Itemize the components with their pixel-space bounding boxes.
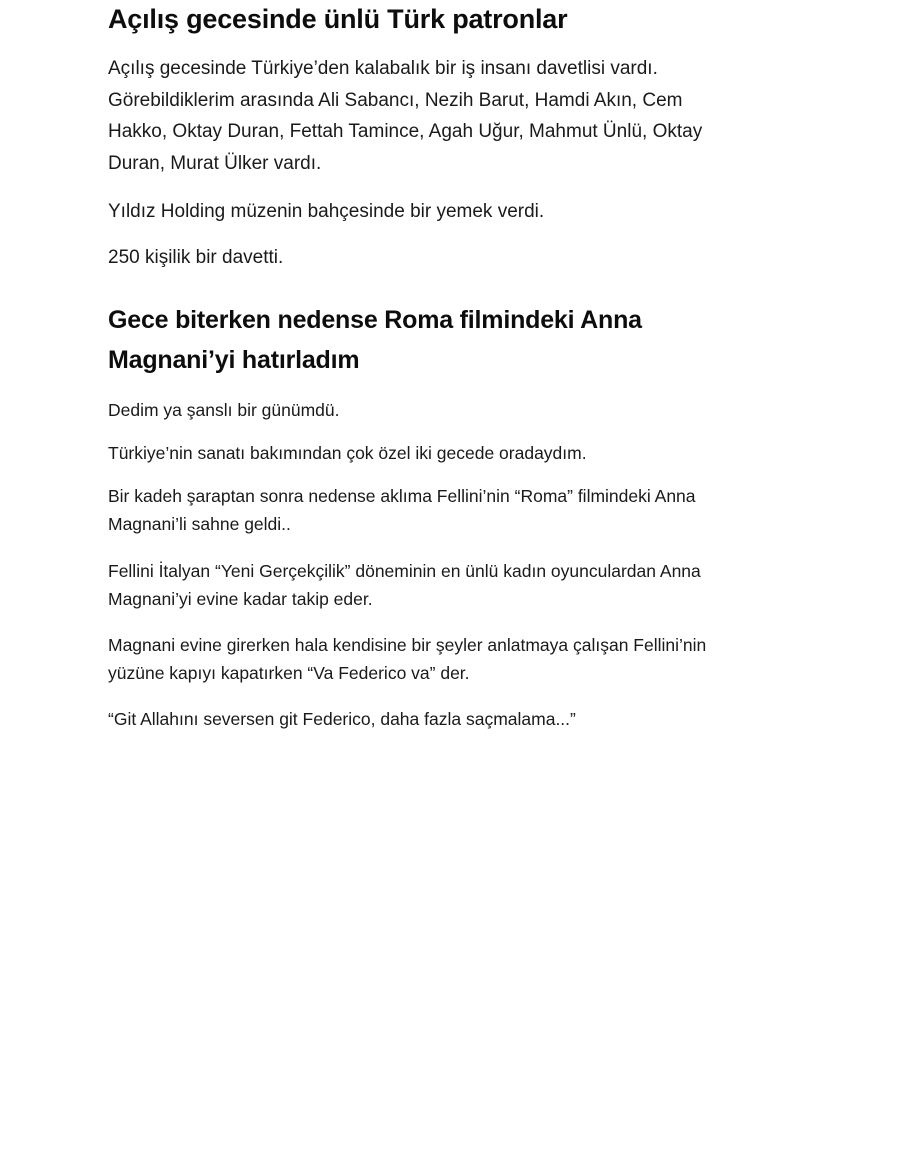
paragraph-guests: Açılış gecesinde Türkiye’den kalabalık bir iş insanı davetlisi vardı. Görebildiklerim arasında Ali Sabancı, Nezih Barut, Hamdi Akın, Cem Hakko, Oktay Duran, Fettah Tamince, Agah Uğur, Mahmut Ünlü, Oktay Duran, Murat Ülker vardı. — [108, 58, 703, 174]
paragraph-invite-size: 250 kişilik bir davetti. — [108, 247, 284, 268]
paragraph-va-federico: Magnani evine girerken hala kendisine bir şeyler anlatmaya çalışan Fellini’nin yüzüne kapıyı kapatırken “Va Federico va” der. — [108, 635, 707, 683]
section-heading-patrons: Açılış gecesinde ünlü Türk patronlar — [108, 4, 568, 34]
paragraph-roma-scene: Bir kadeh şaraptan sonra nedense aklıma Fellini’nin “Roma” filmindeki Anna Magnani’li sahne geldi.. — [108, 486, 696, 534]
paragraph-two-nights: Türkiye’nin sanatı bakımından çok özel iki gecede oradaydım. — [108, 443, 587, 463]
paragraph-lucky-day: Dedim ya şanslı bir günümdü. — [108, 400, 340, 420]
paragraph-closing-quote: “Git Allahını seversen git Federico, daha fazla saçmalama...” — [108, 709, 576, 729]
section-heading-roma: Gece biterken nedense Roma filmindeki Anna Magnani’yi hatırladım — [108, 306, 642, 374]
paragraph-dinner: Yıldız Holding müzenin bahçesinde bir yemek verdi. — [108, 201, 545, 222]
paragraph-fellini-follows: Fellini İtalyan “Yeni Gerçekçilik” döneminin en ünlü kadın oyunculardan Anna Magnani’yi evine kadar takip eder. — [108, 561, 701, 609]
